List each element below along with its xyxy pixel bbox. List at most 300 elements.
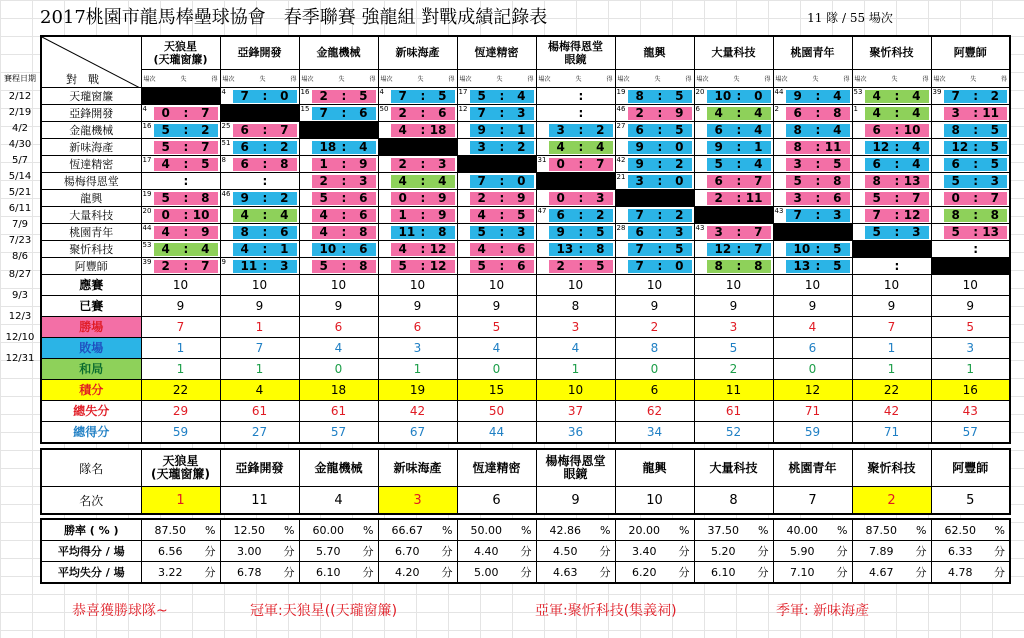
result-cell <box>852 223 931 240</box>
score-scored: 3 <box>675 224 684 239</box>
result-cell <box>220 189 299 206</box>
score-box <box>944 90 1008 103</box>
stat-value: 9 <box>457 295 536 316</box>
score-lost: 8 <box>240 224 249 239</box>
score-lost: 4 <box>240 241 249 256</box>
stat-value: 0 <box>615 358 694 379</box>
score-colon: : <box>341 241 347 256</box>
schedule-date: 4/30 <box>8 139 32 150</box>
score-colon: : <box>894 122 900 137</box>
score-colon: : <box>578 122 584 137</box>
result-cell <box>299 189 378 206</box>
score-colon: : <box>183 190 189 205</box>
score-box <box>154 124 218 137</box>
score-lost: 10 <box>319 241 337 256</box>
result-cell <box>536 240 615 257</box>
score-box <box>865 90 929 103</box>
schedule-date: 5/21 <box>8 187 32 198</box>
schedule-date: 12/3 <box>8 311 32 322</box>
score-scored: 4 <box>517 88 526 103</box>
team-header: 金龍機械 <box>299 36 378 69</box>
percent-unit: % <box>673 519 694 541</box>
sub-label: 得 <box>764 75 771 83</box>
game-number: 51 <box>221 138 231 147</box>
score-colon: : <box>815 105 821 120</box>
score-colon: : <box>578 258 584 273</box>
score-lost: 2 <box>398 156 407 171</box>
score-colon: : <box>262 207 268 222</box>
row-team-name: 大量科技 <box>41 206 141 223</box>
sub-header <box>141 69 220 87</box>
rank-team-name: 聚忻科技 <box>852 449 931 487</box>
score-scored: 6 <box>438 105 447 120</box>
score-scored: 2 <box>675 207 684 222</box>
stat-value: 62 <box>615 400 694 421</box>
score-colon: : <box>657 156 663 171</box>
score-scored: 5 <box>675 122 684 137</box>
percent-unit: % <box>515 519 536 541</box>
score-lost: 4 <box>161 224 170 239</box>
sub-label: 場次 <box>854 75 867 83</box>
score-colon: : <box>894 207 900 222</box>
result-cell <box>299 223 378 240</box>
score-colon: : <box>736 122 742 137</box>
score-colon: : <box>183 207 189 222</box>
score-scored: 11 <box>745 190 763 205</box>
stat-value: 10 <box>141 274 220 295</box>
score-scored: 11 <box>982 105 999 120</box>
stat-value: 7 <box>220 337 299 358</box>
score-colon: : <box>183 156 189 171</box>
result-cell <box>773 172 852 189</box>
percent-value: 3.40 <box>615 541 673 562</box>
result-cell <box>615 240 694 257</box>
score-box <box>628 90 692 103</box>
score-scored: 4 <box>912 139 921 154</box>
stat-value: 36 <box>536 421 615 443</box>
score-colon: : <box>499 173 505 188</box>
schedule-date: 8/6 <box>11 251 29 262</box>
stat-row <box>41 400 1010 421</box>
score-colon: : <box>815 173 821 188</box>
sub-label: 得 <box>606 75 613 83</box>
sub-labels <box>932 74 1010 83</box>
score-colon: : <box>973 156 979 171</box>
score-lost: 9 <box>635 156 644 171</box>
score-lost: 5 <box>477 88 486 103</box>
stat-value: 10 <box>536 274 615 295</box>
score-scored: 7 <box>754 173 763 188</box>
score-colon: : <box>262 139 268 154</box>
score-scored: 6 <box>833 190 842 205</box>
stat-value: 19 <box>378 379 457 400</box>
stat-value: 10 <box>694 274 773 295</box>
sub-labels <box>458 74 536 83</box>
score-scored: 7 <box>754 224 763 239</box>
stat-row <box>41 274 1010 295</box>
score-colon: : <box>578 224 584 239</box>
percent-value: 4.78 <box>931 562 989 584</box>
score-scored: 13 <box>903 173 921 188</box>
score-box <box>865 158 929 171</box>
stat-value: 10 <box>852 274 931 295</box>
sub-label: 失 <box>654 75 661 83</box>
score-lost: 7 <box>319 105 328 120</box>
score-colon: : <box>341 105 347 120</box>
result-cell <box>773 104 852 121</box>
score-box <box>707 124 771 137</box>
score-colon: : <box>341 190 347 205</box>
score-colon: : <box>973 139 979 154</box>
result-cell <box>615 138 694 155</box>
rank-team-name: 金龍機械 <box>299 449 378 487</box>
stat-value: 42 <box>852 400 931 421</box>
score-lost: 5 <box>951 224 960 239</box>
score-lost: 2 <box>556 258 565 273</box>
score-colon: : <box>973 224 979 239</box>
score-colon: : <box>499 207 505 222</box>
stat-value: 4 <box>457 337 536 358</box>
score-colon: : <box>341 224 347 239</box>
score-lost: 7 <box>477 173 486 188</box>
percent-value: 7.89 <box>852 541 910 562</box>
result-cell <box>931 104 1010 121</box>
result-cell <box>220 104 299 121</box>
score-lost: 0 <box>556 156 565 171</box>
score-colon: : <box>183 173 189 188</box>
score-box <box>786 192 850 205</box>
score-colon: : <box>736 224 742 239</box>
row-team-name: 天瓏窗簾 <box>41 87 141 104</box>
score-lost: 9 <box>635 139 644 154</box>
result-cell <box>694 87 773 104</box>
rank-team-label: 隊名 <box>41 449 141 487</box>
result-cell <box>457 206 536 223</box>
score-colon: : <box>736 258 742 273</box>
score-box <box>549 226 613 239</box>
stat-value: 6 <box>378 316 457 337</box>
score-box <box>470 107 534 120</box>
row-team-name: 阿豐師 <box>41 257 141 274</box>
stat-value: 9 <box>694 295 773 316</box>
result-cell <box>536 206 615 223</box>
score-scored: 4 <box>754 105 763 120</box>
stat-value: 2 <box>694 358 773 379</box>
score-colon: : <box>499 190 505 205</box>
score-lost: 6 <box>714 173 723 188</box>
score-colon: : <box>815 139 821 154</box>
game-number: 2 <box>774 104 779 113</box>
score-scored: 4 <box>201 241 210 256</box>
score-scored: 8 <box>990 207 999 222</box>
result-cell <box>931 172 1010 189</box>
score-scored: 5 <box>990 122 999 137</box>
percent-value: 66.67 <box>378 519 436 541</box>
score-box <box>628 260 692 273</box>
sub-labels <box>774 74 852 83</box>
score-scored: 4 <box>754 122 763 137</box>
stat-value: 29 <box>141 400 220 421</box>
schedule-date: 5/14 <box>8 171 32 182</box>
stat-value: 59 <box>773 421 852 443</box>
sub-label: 失 <box>180 75 187 83</box>
percent-unit: 分 <box>673 541 694 562</box>
score-box <box>312 90 376 103</box>
score-lost: 8 <box>951 207 960 222</box>
result-cell <box>378 257 457 274</box>
score-box <box>154 192 218 205</box>
score-scored: 0 <box>675 139 684 154</box>
score-lost: 4 <box>477 241 486 256</box>
game-number: 43 <box>774 206 784 215</box>
game-number: 28 <box>616 223 626 232</box>
stat-row <box>41 379 1010 400</box>
score-lost: 2 <box>714 190 723 205</box>
score-colon: : <box>262 190 268 205</box>
score-scored: 0 <box>675 173 684 188</box>
score-scored: 5 <box>596 224 605 239</box>
score-box <box>549 243 613 256</box>
stat-value: 5 <box>931 316 1010 337</box>
rank-value: 5 <box>931 487 1010 515</box>
score-colon: : <box>420 173 426 188</box>
score-box <box>233 209 297 222</box>
score-colon: : <box>657 88 663 103</box>
stat-row <box>41 337 1010 358</box>
row-team-name: 楊梅得恩堂 <box>41 172 141 189</box>
score-scored: 5 <box>833 156 842 171</box>
score-lost: 0 <box>161 207 170 222</box>
game-number: 17 <box>458 87 468 96</box>
percent-row <box>41 541 1010 562</box>
sub-header <box>773 69 852 87</box>
result-cell <box>141 257 220 274</box>
stat-value: 22 <box>852 379 931 400</box>
score-box <box>944 209 1008 222</box>
score-scored: 9 <box>359 156 368 171</box>
percent-value: 4.40 <box>457 541 515 562</box>
result-cell <box>615 223 694 240</box>
result-cell <box>773 240 852 257</box>
stat-value: 9 <box>220 295 299 316</box>
score-box <box>786 124 850 137</box>
score-scored: 6 <box>517 258 526 273</box>
result-cell <box>536 138 615 155</box>
result-cell <box>852 121 931 138</box>
stat-value: 67 <box>378 421 457 443</box>
score-colon: : <box>657 105 663 120</box>
score-scored: 9 <box>438 207 447 222</box>
result-cell <box>536 257 615 274</box>
score-colon: : <box>736 88 742 103</box>
sub-header <box>457 69 536 87</box>
percent-unit: % <box>989 519 1010 541</box>
stat-value: 3 <box>378 337 457 358</box>
sub-header <box>299 69 378 87</box>
game-number: 47 <box>537 206 547 215</box>
percent-value: 6.10 <box>299 562 357 584</box>
stat-value: 4 <box>773 316 852 337</box>
stat-value: 9 <box>931 295 1010 316</box>
result-cell <box>694 155 773 172</box>
stat-value: 4 <box>220 379 299 400</box>
score-colon: : <box>183 139 189 154</box>
score-lost: 2 <box>477 190 486 205</box>
result-cell <box>141 138 220 155</box>
result-cell <box>615 155 694 172</box>
rank-value: 2 <box>852 487 931 515</box>
sub-header <box>615 69 694 87</box>
score-scored: 4 <box>912 156 921 171</box>
score-lost: 6 <box>714 122 723 137</box>
score-box <box>233 90 297 103</box>
stat-value: 5 <box>457 316 536 337</box>
schedule-date: 2/19 <box>8 107 32 118</box>
score-scored: 12 <box>903 207 921 222</box>
score-lost: 7 <box>398 88 407 103</box>
score-colon: : <box>894 88 900 103</box>
score-box <box>944 158 1008 171</box>
score-lost: 5 <box>477 224 486 239</box>
score-box <box>549 124 613 137</box>
score-scored: 2 <box>201 122 210 137</box>
stat-value: 22 <box>141 379 220 400</box>
stat-value: 57 <box>299 421 378 443</box>
result-cell <box>457 155 536 172</box>
result-cell <box>141 121 220 138</box>
score-lost: 3 <box>556 122 565 137</box>
score-box <box>865 141 929 154</box>
score-box <box>865 226 929 239</box>
game-number: 20 <box>142 206 152 215</box>
stat-value: 43 <box>931 400 1010 421</box>
result-cell <box>378 189 457 206</box>
score-lost: 5 <box>319 258 328 273</box>
table-row <box>41 172 1010 189</box>
result-cell <box>299 172 378 189</box>
score-colon: : <box>973 190 979 205</box>
score-lost: 5 <box>951 173 960 188</box>
stat-label: 和局 <box>41 358 141 379</box>
score-box <box>628 141 692 154</box>
score-lost: 9 <box>714 139 723 154</box>
percent-value: 5.00 <box>457 562 515 584</box>
rank-team-name: 大量科技 <box>694 449 773 487</box>
score-colon: : <box>657 122 663 137</box>
game-number: 42 <box>616 155 626 164</box>
percent-unit: 分 <box>357 562 378 584</box>
score-box <box>707 260 771 273</box>
result-cell <box>615 257 694 274</box>
score-scored: 8 <box>754 258 763 273</box>
sub-label: 場次 <box>617 75 630 83</box>
score-lost: 9 <box>477 122 486 137</box>
sub-label: 失 <box>338 75 345 83</box>
score-scored: 8 <box>359 258 368 273</box>
percent-value: 6.10 <box>694 562 752 584</box>
stat-value: 1 <box>852 358 931 379</box>
score-colon: : <box>578 190 584 205</box>
percent-unit: 分 <box>515 562 536 584</box>
result-cell <box>220 172 299 189</box>
score-lost: 4 <box>161 241 170 256</box>
result-cell <box>852 138 931 155</box>
score-lost: 3 <box>635 173 644 188</box>
score-lost: 7 <box>793 207 802 222</box>
score-colon: : <box>894 258 900 273</box>
score-scored: 5 <box>675 88 684 103</box>
score-scored: 8 <box>833 173 842 188</box>
score-box <box>154 260 218 273</box>
score-box <box>470 175 534 188</box>
score-scored: 7 <box>280 122 289 137</box>
result-cell <box>378 172 457 189</box>
score-box <box>707 141 771 154</box>
sub-labels <box>537 74 615 83</box>
stat-value: 1 <box>852 337 931 358</box>
score-colon: : <box>973 173 979 188</box>
rank-value: 8 <box>694 487 773 515</box>
result-cell <box>536 189 615 206</box>
result-cell <box>457 104 536 121</box>
score-box <box>470 226 534 239</box>
score-colon: : <box>262 88 268 103</box>
percent-unit: % <box>831 519 852 541</box>
sub-header <box>931 69 1010 87</box>
percent-value: 20.00 <box>615 519 673 541</box>
score-box <box>312 192 376 205</box>
stat-value: 0 <box>299 358 378 379</box>
stat-value: 37 <box>536 400 615 421</box>
percent-unit: 分 <box>594 541 615 562</box>
game-number: 46 <box>221 189 231 198</box>
score-colon: : <box>657 207 663 222</box>
percent-label: 平均得分 / 場 <box>41 541 141 562</box>
result-cell <box>852 87 931 104</box>
score-scored: 8 <box>201 190 210 205</box>
result-cell <box>852 104 931 121</box>
score-lost: 12 <box>951 139 969 154</box>
score-scored: 4 <box>833 88 842 103</box>
score-box <box>944 175 1008 188</box>
score-box <box>707 90 771 103</box>
percent-value: 7.10 <box>773 562 831 584</box>
score-lost: 8 <box>635 88 644 103</box>
score-scored: 10 <box>903 122 921 137</box>
sub-label: 場次 <box>538 75 551 83</box>
score-box <box>312 141 376 154</box>
team-header: 桃園青年 <box>773 36 852 69</box>
result-cell <box>852 206 931 223</box>
game-number: 19 <box>616 87 626 96</box>
score-box <box>391 90 455 103</box>
percent-unit: 分 <box>515 541 536 562</box>
result-cell <box>299 121 378 138</box>
score-box <box>707 226 771 239</box>
score-box <box>707 192 771 205</box>
result-cell <box>141 155 220 172</box>
stat-label: 總失分 <box>41 400 141 421</box>
sub-label: 失 <box>891 75 898 83</box>
rank-value: 7 <box>773 487 852 515</box>
score-box <box>707 243 771 256</box>
score-box <box>470 260 534 273</box>
stat-value: 3 <box>536 316 615 337</box>
result-cell <box>536 121 615 138</box>
score-scored: 0 <box>517 173 526 188</box>
percent-unit: 分 <box>831 562 852 584</box>
score-lost: 0 <box>398 190 407 205</box>
